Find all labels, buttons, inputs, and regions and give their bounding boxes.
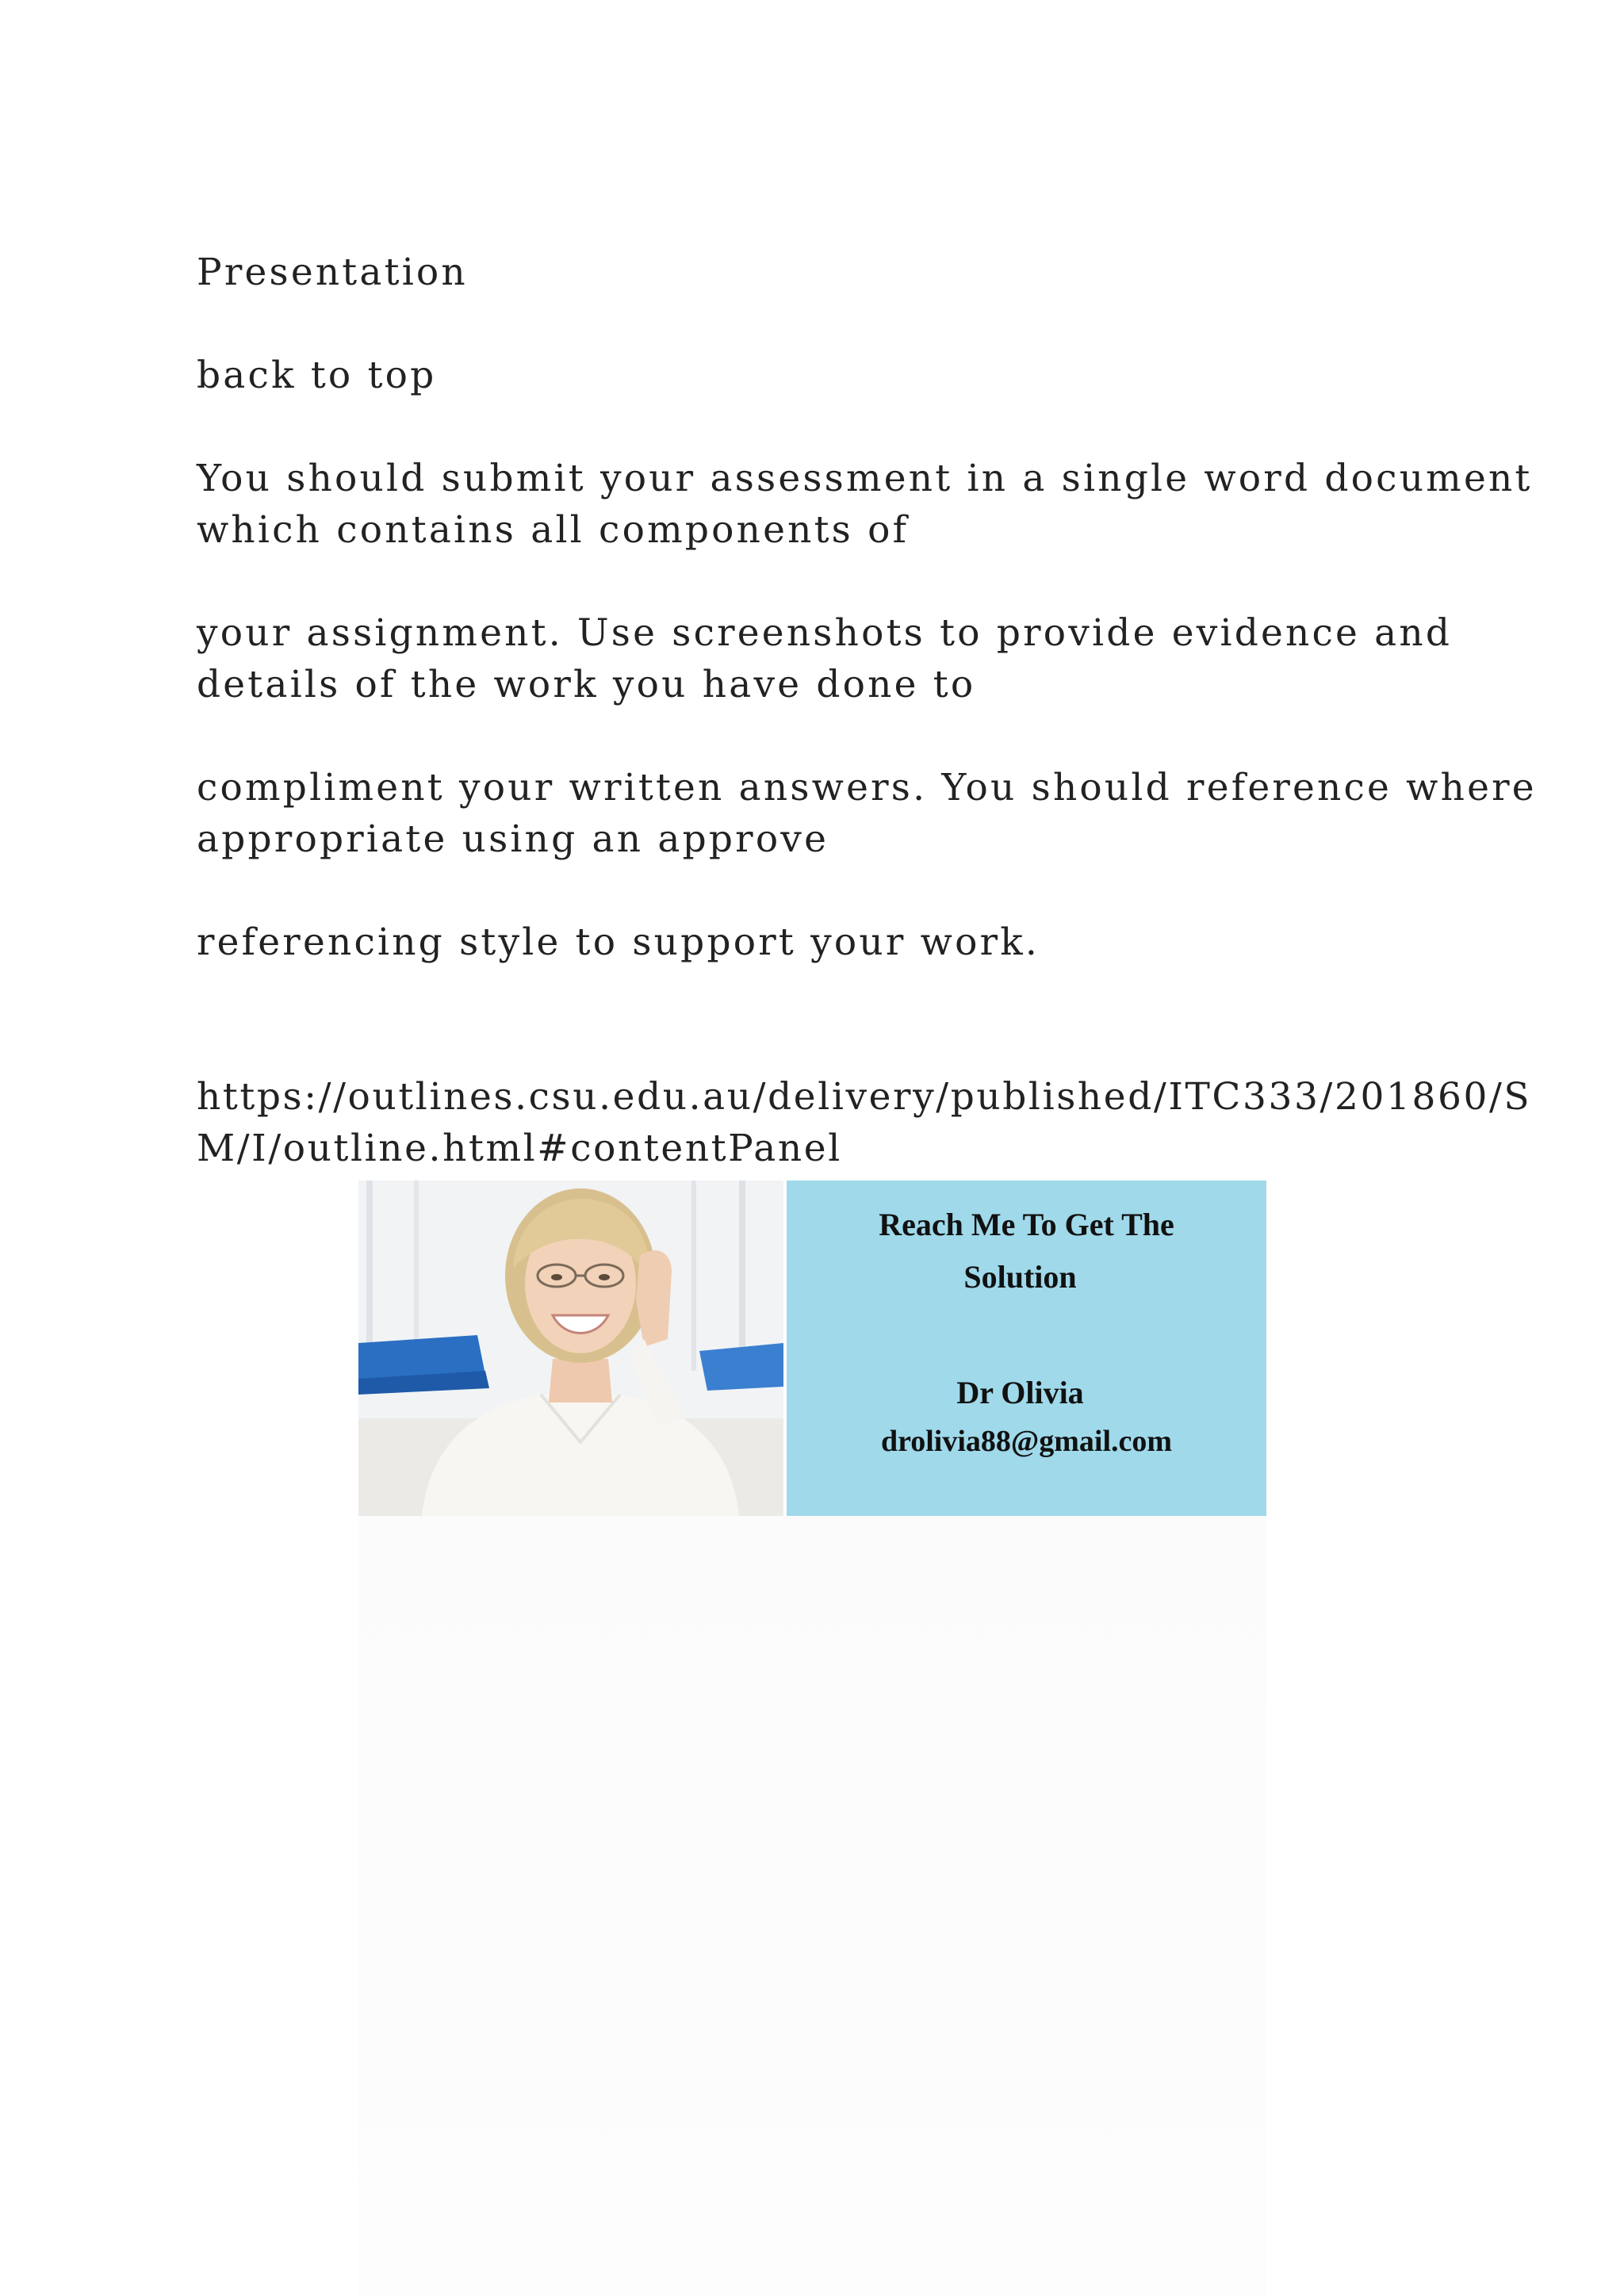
woman-photo-illustration (358, 1181, 783, 1516)
contact-banner (358, 1181, 1266, 1516)
contact-info-panel (787, 1181, 1266, 1516)
contact-name: Dr Olivia (956, 1375, 1084, 1410)
paragraph-line: which contains all components of (197, 508, 910, 552)
paragraph-line: compliment your written answers. You should reference where (197, 766, 1537, 809)
section-heading: Presentation (197, 251, 468, 294)
paragraph-line: appropriate using an approve (197, 817, 829, 861)
banner-heading-line-1: Reach Me To Get The (879, 1207, 1174, 1242)
url-line: https://outlines.csu.edu.au/delivery/published/ITC333/201860/S (197, 1075, 1532, 1119)
paragraph-line: referencing style to support your work. (197, 920, 1040, 964)
blank-image-area (358, 1516, 1266, 2296)
paragraph-line: You should submit your assessment in a single word document (197, 457, 1533, 500)
paragraph-line: details of the work you have done to (197, 663, 976, 706)
contact-email: drolivia88@gmail.com (880, 1425, 1173, 1458)
banner-heading-line-2: Solution (963, 1259, 1077, 1295)
paragraph-line: your assignment. Use screenshots to provide evidence and (197, 611, 1453, 655)
url-line: M/I/outline.html#contentPanel (197, 1127, 842, 1170)
back-to-top-text: back to top (197, 354, 437, 397)
woman-photo (358, 1181, 783, 1516)
